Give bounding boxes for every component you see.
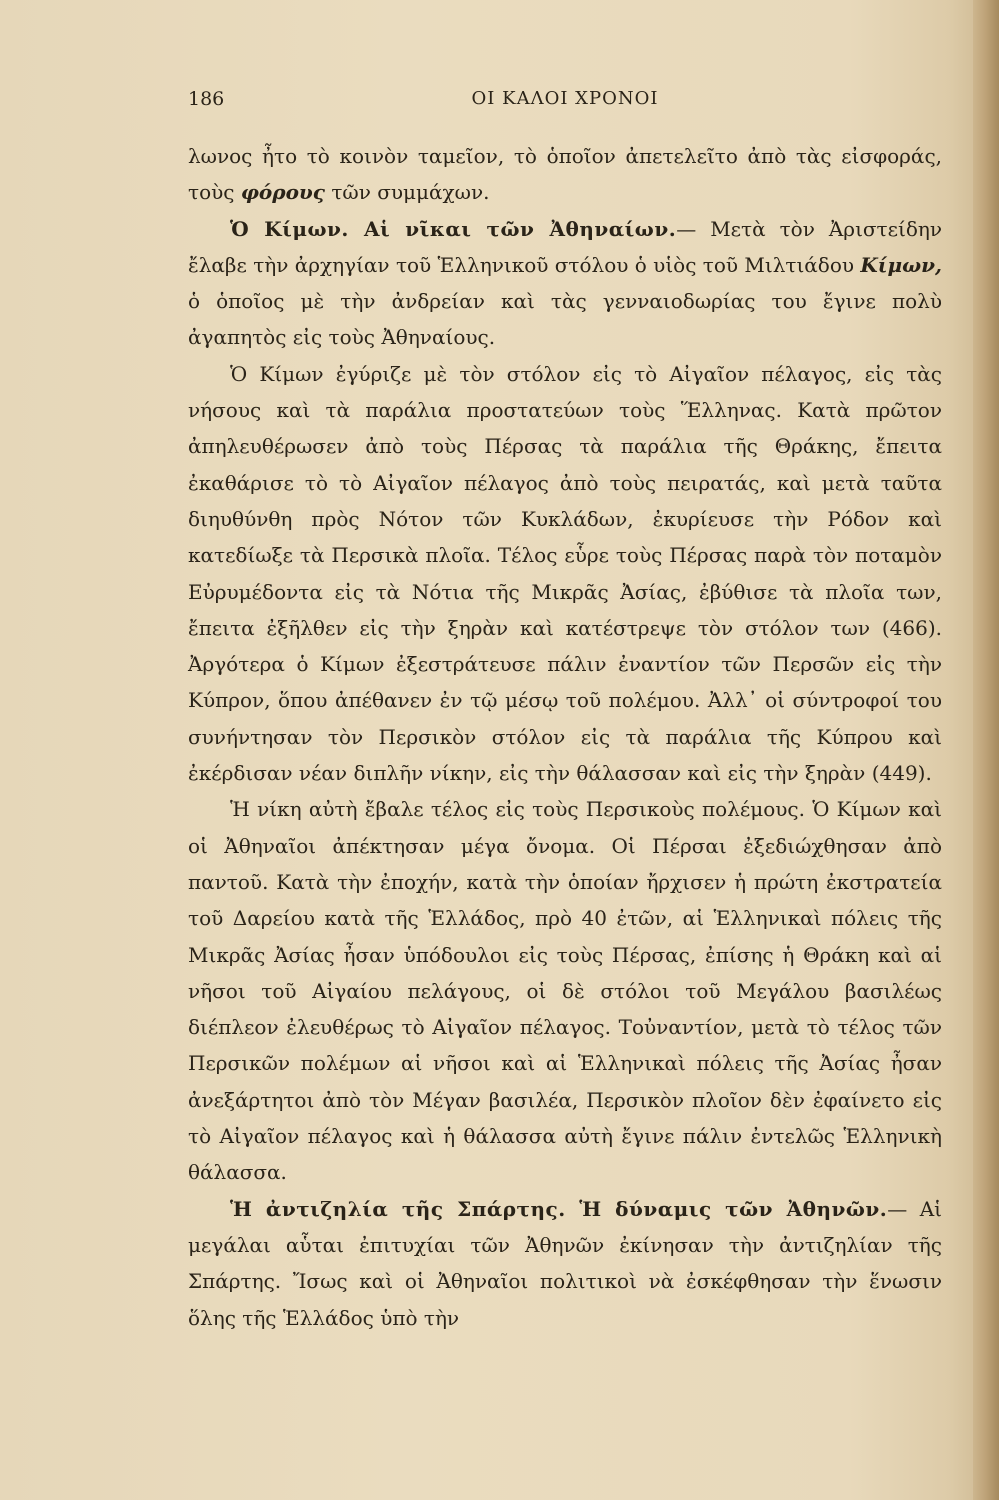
page-header [188, 88, 942, 124]
paragraph-text: λωνος ἦτο τὸ κοινὸν ταμεῖον, τὸ ὁποῖον ἀπετελεῖτο ἀπὸ τὰς εἰσφοράς, τοὺς [188, 144, 942, 205]
running-title: ΟΙ ΚΑΛΟΙ ΧΡΟΝΟΙ [471, 88, 659, 109]
page-edge [973, 0, 999, 1500]
paragraph-campaigns [188, 356, 942, 792]
paragraph-text: — Αἱ μεγάλαι αὗται ἐπιτυχίαι τῶν Ἀθηνῶν ἐκίνησαν τὴν ἀντιζηλίαν τῆς Σπάρτης. Ἴσως καὶ οἱ Ἀθηναῖοι πολιτικοὶ νὰ ἐσκέφθησαν τὴν ἕνωσιν ὅλης τῆς Ἑλλάδος ὑπὸ τὴν [188, 1196, 942, 1330]
paragraph-text: Ἡ νίκη αὐτὴ ἔβαλε τέλος εἰς τοὺς Περσικοὺς πολέμους. Ὁ Κίμων καὶ οἱ Ἀθηναῖοι ἀπέκτησαν μέγα ὄνομα. Οἱ Πέρσαι ἐξεδιώχθησαν ἀπὸ παντοῦ. Κατὰ τὴν ἐποχήν, κατὰ τὴν ὁποίαν ἤρχισεν ἡ πρώτη ἐκστρατεία τοῦ Δαρείου κατὰ τῆς Ἑλλάδος, πρὸ 40 ἐτῶν, αἱ Ἑλληνικαὶ πόλεις τῆς Μικρᾶς Ἀσίας ἦσαν ὑπόδουλοι εἰς τοὺς Πέρσας, ἐπίσης ἡ Θράκη καὶ αἱ νῆσοι τοῦ Αἰγαίου πελάγους, οἱ δὲ στόλοι τοῦ Μεγάλου βασιλέως διέπλεον ἐλευθέρως τὸ Αἰγαῖον πέλαγος. Τοὐναντίον, μετὰ τὸ τέλος τῶν Περσικῶν πολέμων αἱ νῆσοι καὶ αἱ Ἑλληνικαὶ πόλεις τῆς Ἀσίας ἦσαν ἀνεξάρτητοι ἀπὸ τὸν Μέγαν βασιλέα, Περσικὸν πλοῖον δὲν ἐφαίνετο εἰς τὸ Αἰγαῖον πέλαγος καὶ ἡ θάλασσα αὐτὴ ἔγινε πάλιν ἐντελῶς Ἑλληνικὴ θάλασσα. [188, 797, 942, 1185]
paragraph-kimon [188, 211, 942, 356]
emphasized-term: Κίμων, [860, 252, 942, 277]
paragraph-text: — Μετὰ τὸν Ἀριστείδην ἔλαβε τὴν ἀρχηγίαν τοῦ Ἑλληνικοῦ στόλου ὁ υἱὸς τοῦ Μιλτιάδου [188, 216, 943, 277]
body-text [188, 138, 942, 1336]
paragraph-continued [188, 138, 942, 211]
paragraph-text: τῶν συμμάχων. [324, 180, 490, 205]
paragraph-text: Ὁ Κίμων ἐγύριζε μὲ τὸν στόλον εἰς τὸ Αἰγαῖον πέλαγος, εἰς τὰς νήσους καὶ τὰ παράλια προστατεύων τοὺς Ἕλληνας. Κατὰ πρῶτον ἀπηλευθέρωσεν ἀπὸ τοὺς Πέρσας τὰ παράλια τῆς Θράκης, ἔπειτα ἐκαθάρισε τὸ τὸ Αἰγαῖον πέλαγος ἀπὸ τοὺς πειρατάς, καὶ μετὰ ταῦτα διηυθύνθη πρὸς Νότον τῶν Κυκλάδων, ἐκυρίευσε τὴν Ρόδον καὶ κατεδίωξε τὰ Περσικὰ πλοῖα. Τέλος εὗρε τοὺς Πέρσας παρὰ τὸν ποταμὸν Εὐρυμέδοντα εἰς τὰ Νότια τῆς Μικρᾶς Ἀσίας, ἐβύθισε τὰ πλοῖα των, ἔπειτα ἐξῆλθεν εἰς τὴν ξηρὰν καὶ κατέστρεψε τὸν στόλον των (466). Ἀργότερα ὁ Κίμων ἐξεστράτευσε πάλιν ἐναντίον τῶν Περσῶν εἰς τὴν Κύπρον, ὅπου ἀπέθανεν ἐν τῷ μέσῳ τοῦ πολέμου. Ἀλλ᾽ οἱ σύντροφοί του συνήντησαν τὸν Περσικὸν στόλον εἰς τὰ παράλια τῆς Κύπρου καὶ ἐκέρδισαν νέαν διπλῆν νίκην, εἰς τὴν θάλασσαν καὶ εἰς τὴν ξηρὰν (449). [188, 361, 942, 786]
emphasized-term: φόρους [240, 180, 325, 205]
section-heading: Ὁ Κίμων. Αἱ νῖκαι τῶν Ἀθηναίων. [230, 216, 677, 241]
page-number: 186 [188, 88, 225, 110]
paragraph-victory [188, 791, 942, 1190]
paragraph-sparta [188, 1191, 942, 1336]
section-heading: Ἡ ἀντιζηλία τῆς Σπάρτης. Ἡ δύναμις τῶν Ἀθηνῶν. [230, 1196, 888, 1221]
paragraph-text: ὁ ὁποῖος μὲ τὴν ἀνδρείαν καὶ τὰς γενναιοδωρίας του ἔγινε πολὺ ἀγαπητὸς εἰς τοὺς Ἀθηναίους. [188, 289, 942, 350]
